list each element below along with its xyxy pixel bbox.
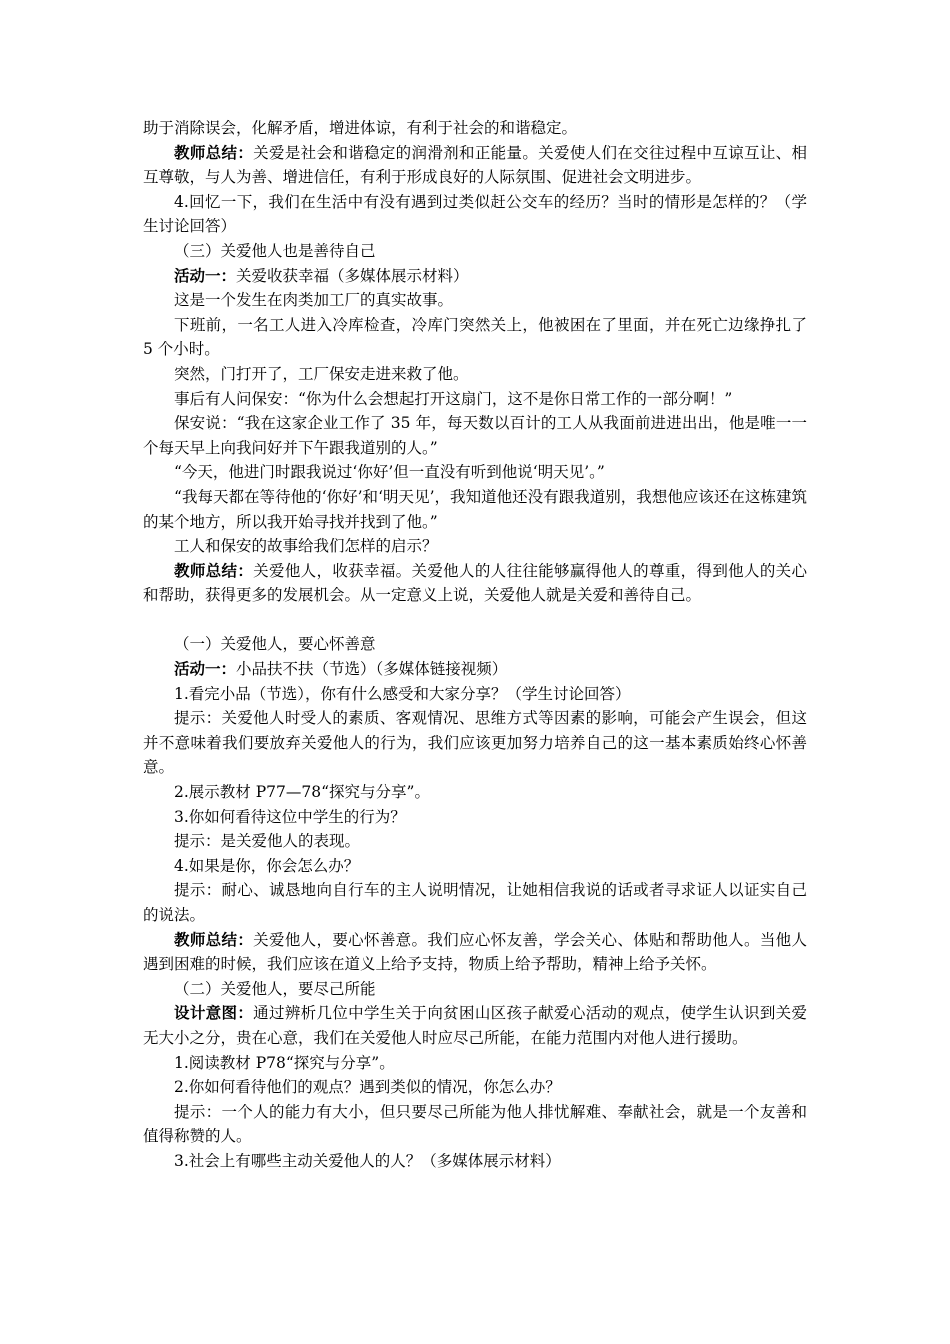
paragraph: 助于消除误会，化解矛盾，增进体谅，有利于社会的和谐稳定。 [143,119,578,137]
hint: 提示：耐心、诚恳地向自行车的主人说明情况，让她相信我说的话或者寻求证人以证实自己的说法。 [143,881,807,924]
label-design-intent: 设计意图： [174,1004,254,1023]
question: 1.阅读教材 P78“探究与分享”。 [174,1053,395,1072]
hint: 提示：一个人的能力有大小，但只要尽己所能为他人排忧解难、奉献社会，就是一个友善和值得称赞的人。 [143,1102,807,1146]
design-text: 通过辨析几位中学生关于向贫困山区孩子献爱心活动的观点，使学生认识到关爱无大小之分，贵在心意，我们在关爱他人时应尽己所能，在能力范围内对他人进行援助。 [143,1004,807,1047]
question: 1.看完小品（节选），你有什么感受和大家分享？（学生讨论回答） [174,684,631,703]
summary-text: 关爱他人，收获幸福。关爱他人的人往往能够赢得他人的尊重，得到他人的关心和帮助，获得更多的发展机会。从一定意义上说，关爱他人就是关爱和善待自己。 [143,561,807,605]
section-2-title: （二）关爱他人，要尽己所能 [174,979,376,998]
story-line: 下班前，一名工人进入冷库检查，冷库门突然关上，他被困在了里面，并在死亡边缘挣扎了 5 个小时。 [143,315,807,359]
story-question: 工人和保安的故事给我们怎样的启示？ [174,537,438,556]
section-3-title: （三）关爱他人也是善待自己 [174,241,376,260]
story-line: 这是一个发生在肉类加工厂的真实故事。 [174,291,454,310]
label-teacher-summary: 教师总结： [174,143,254,162]
teacher-summary [143,928,807,977]
question: 3.社会上有哪些主动关爱他人的人？（多媒体展示材料） [174,1151,561,1170]
summary-text: 关爱是社会和谐稳定的润滑剂和正能量。关爱使人们在交往过程中互谅互让、相互尊敬，与人为善、增进信任，有利于形成良好的人际氛围、促进社会文明进步。 [143,143,807,187]
summary-text: 关爱他人，要心怀善意。我们应心怀友善，学会关心、体贴和帮助他人。当他人遇到困难的时候，我们应该在道义上给予支持，物质上给予帮助，精神上给予关怀。 [143,930,807,974]
story-line: “今天，他进门时跟我说过‘你好’但一直没有听到他说‘明天见’。” [174,463,605,482]
section-1-title: （一）关爱他人，要心怀善意 [174,635,376,654]
section-1-activity [143,657,807,682]
story-line: “我每天都在等待他的‘你好’和‘明天见’，我知道他还没有跟我道别，我想他应该还在这栋建筑的某个地方，所以我开始寻找并找到了他。” [143,487,807,531]
story-line: 突然，门打开了，工厂保安走进来救了他。 [174,364,469,383]
question: 4.如果是你，你会怎么办？ [174,856,360,875]
label-activity: 活动一： [174,660,237,679]
teacher-summary [143,559,807,608]
question-4: 4.回忆一下，我们在生活中有没有遇到过类似赶公交车的经历？当时的情形是怎样的？（学生讨论回答） [143,192,807,236]
design-intent [143,1001,807,1050]
teacher-summary [143,141,807,190]
hint: 提示：是关爱他人的表现。 [174,832,361,851]
question: 2.展示教材 P77—78“探究与分享”。 [174,783,430,802]
story-line: 事后有人问保安：“你为什么会想起打开这扇门，这不是你日常工作的一部分啊！” [174,389,733,408]
question: 2.你如何看待他们的观点？遇到类似的情况，你怎么办？ [174,1078,561,1097]
activity-text: 小品扶不扶（节选）（多媒体链接视频） [236,660,508,679]
blank-line [143,608,807,633]
story-line: 保安说：“我在这家企业工作了 35 年，每天数以百计的工人从我面前进进出出，他是唯一一个每天早上向我问好并下午跟我道别的人。” [143,414,807,457]
label-teacher-summary: 教师总结： [174,561,254,580]
label-teacher-summary: 教师总结： [174,930,254,949]
document-body [143,116,807,1174]
hint: 提示：关爱他人时受人的素质、客观情况、思维方式等因素的影响，可能会产生误会，但这并不意味着我们要放弃关爱他人的行为，我们应该更加努力培养自己的这一基本素质始终心怀善意。 [143,709,807,777]
label-activity: 活动一： [174,266,237,285]
question: 3.你如何看待这位中学生的行为？ [174,807,406,826]
section-3-activity [143,264,807,289]
activity-text: 关爱收获幸福（多媒体展示材料） [236,266,469,285]
